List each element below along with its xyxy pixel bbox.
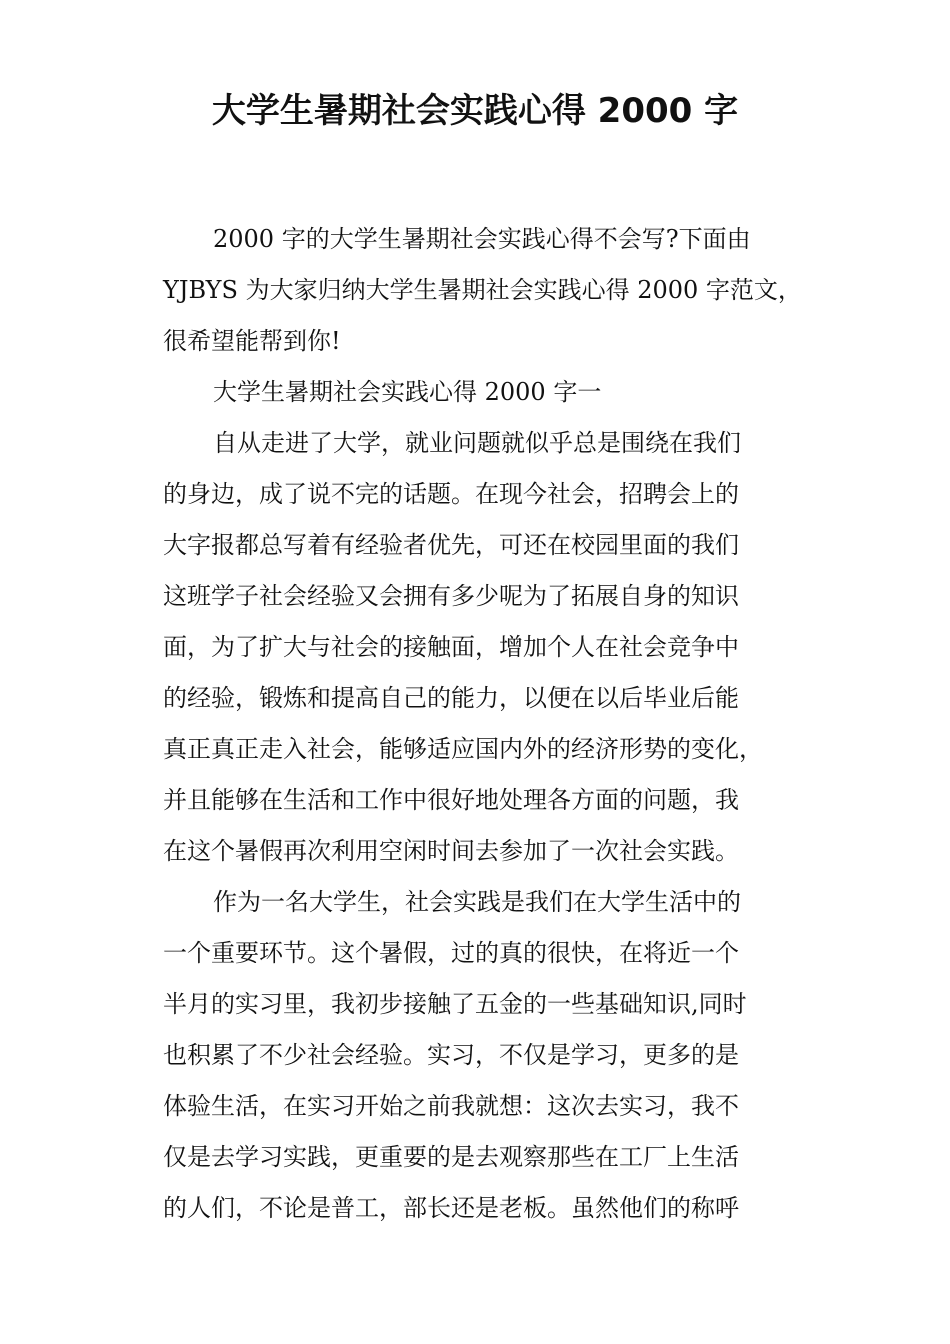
text-line: 也积累了不少社会经验。实习，不仅是学习，更多的是 — [163, 1041, 739, 1069]
text-line: 体验生活，在实习开始之前我就想：这次去实习，我不 — [163, 1092, 739, 1120]
text-line: 的人们，不论是普工，部长还是老板。虽然他们的称呼 — [163, 1194, 739, 1222]
text-line: 2000 字的大学生暑期社会实践心得不会写?下面由 — [213, 225, 751, 253]
document-body — [163, 214, 803, 1234]
text-line: 面，为了扩大与社会的接触面，增加个人在社会竞争中 — [163, 633, 739, 661]
document-title: 大学生暑期社会实践心得 2000 字 — [211, 91, 739, 131]
text-line: 一个重要环节。这个暑假，过的真的很快，在将近一个 — [163, 939, 739, 967]
text-line: 自从走进了大学，就业问题就似乎总是围绕在我们 — [213, 429, 741, 457]
text-line: 的经验，锻炼和提高自己的能力，以便在以后毕业后能 — [163, 684, 739, 712]
text-line: 这班学子社会经验又会拥有多少呢为了拓展自身的知识 — [163, 582, 739, 610]
text-line: 很希望能帮到你! — [163, 327, 341, 355]
text-line: 真正真正走入社会，能够适应国内外的经济形势的变化， — [163, 735, 763, 763]
text-line: 半月的实习里，我初步接触了五金的一些基础知识,同时 — [163, 990, 747, 1018]
text-line: 并且能够在生活和工作中很好地处理各方面的问题，我 — [163, 786, 739, 814]
text-line: 在这个暑假再次利用空闲时间去参加了一次社会实践。 — [163, 837, 739, 865]
text-line: YJBYS 为大家归纳大学生暑期社会实践心得 2000 字范文， — [163, 276, 802, 304]
text-line: 的身边，成了说不完的话题。在现今社会，招聘会上的 — [163, 480, 739, 508]
text-line: 仅是去学习实践，更重要的是去观察那些在工厂上生活 — [163, 1143, 739, 1171]
section-heading: 大学生暑期社会实践心得 2000 字一 — [213, 378, 602, 406]
text-line: 大字报都总写着有经验者优先，可还在校园里面的我们 — [163, 531, 739, 559]
text-line: 作为一名大学生，社会实践是我们在大学生活中的 — [213, 888, 741, 916]
